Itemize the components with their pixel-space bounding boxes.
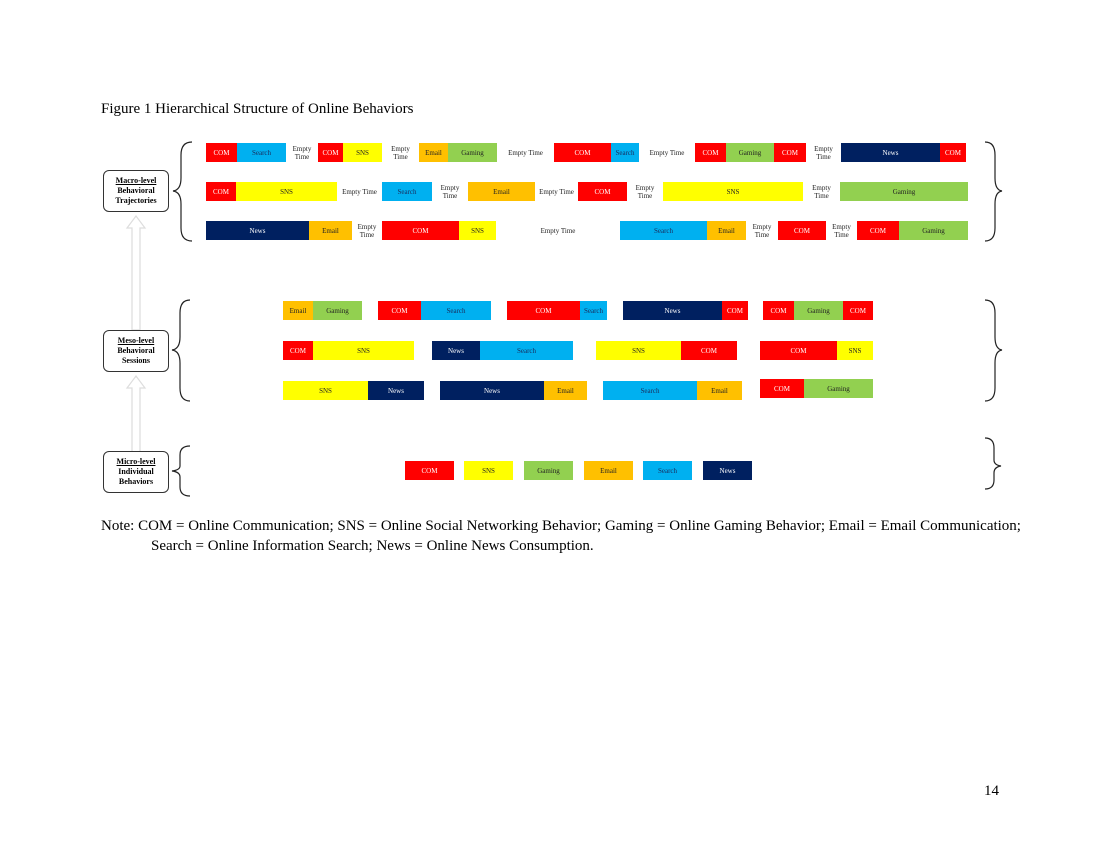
segment-sns: SNS — [343, 143, 382, 162]
right-brace-macro — [985, 142, 1002, 241]
segment-search: Search — [421, 301, 491, 320]
figure-note: Note: COM = Online Communication; SNS = Online Social Networking Behavior; Gaming = Online Gaming Behavior; Email = Email Communication; Search = Online Information Search; News = Online News Consumption. — [101, 518, 1021, 554]
segment-com: COM — [763, 301, 794, 320]
segment-gaming: Gaming — [313, 301, 362, 320]
segment-empty: Empty Time — [746, 221, 778, 240]
segment-com: COM — [206, 143, 237, 162]
segment-com: COM — [722, 301, 748, 320]
level-name: Micro-level — [116, 457, 156, 466]
segment-sns: SNS — [236, 182, 337, 201]
segment-search: Search — [580, 301, 607, 320]
segment-email: Email — [584, 461, 633, 480]
segment-email: Email — [468, 182, 535, 201]
segment-news: News — [440, 381, 544, 400]
left-brace-micro — [172, 446, 190, 496]
segment-email: Email — [419, 143, 448, 162]
segment-sns: SNS — [313, 341, 414, 360]
segment-news: News — [206, 221, 309, 240]
level-box-meso — [103, 330, 169, 372]
segment-com: COM — [857, 221, 899, 240]
segment-sns: SNS — [283, 381, 368, 400]
segment-email: Email — [707, 221, 746, 240]
segment-news: News — [368, 381, 424, 400]
segment-email: Email — [544, 381, 587, 400]
segment-gaming: Gaming — [794, 301, 843, 320]
level-line: Behavioral — [117, 186, 155, 195]
segment-news: News — [623, 301, 722, 320]
segment-com: COM — [681, 341, 737, 360]
segment-com: COM — [554, 143, 611, 162]
segment-sns: SNS — [663, 182, 803, 201]
segment-com: COM — [578, 182, 627, 201]
segment-empty: Empty Time — [803, 182, 840, 201]
segment-com: COM — [695, 143, 726, 162]
segment-com: COM — [382, 221, 459, 240]
right-brace-meso — [985, 300, 1002, 401]
segment-email: Email — [697, 381, 742, 400]
segment-search: Search — [603, 381, 697, 400]
right-brace-micro — [985, 438, 1001, 489]
segment-empty: Empty Time — [432, 182, 468, 201]
segment-empty: Empty Time — [337, 182, 382, 201]
segment-com: COM — [283, 341, 313, 360]
segment-com: COM — [760, 341, 837, 360]
segment-com: COM — [378, 301, 421, 320]
segment-search: Search — [611, 143, 639, 162]
segment-search: Search — [382, 182, 432, 201]
segment-empty: Empty Time — [496, 221, 620, 240]
segment-gaming: Gaming — [726, 143, 774, 162]
level-line: Sessions — [121, 356, 150, 365]
segment-news: News — [841, 143, 940, 162]
segment-empty: Empty Time — [286, 143, 318, 162]
segment-com: COM — [318, 143, 343, 162]
segment-gaming: Gaming — [899, 221, 968, 240]
segment-com: COM — [405, 461, 454, 480]
segment-sns: SNS — [837, 341, 873, 360]
segment-search: Search — [620, 221, 707, 240]
segment-com: COM — [206, 182, 236, 201]
segment-com: COM — [774, 143, 806, 162]
level-line: Behaviors — [118, 477, 154, 486]
level-line: Behavioral — [117, 346, 155, 355]
segment-empty: Empty Time — [826, 221, 857, 240]
segment-gaming: Gaming — [524, 461, 573, 480]
segment-empty: Empty Time — [639, 143, 695, 162]
segment-news: News — [703, 461, 752, 480]
segment-empty: Empty Time — [627, 182, 663, 201]
segment-sns: SNS — [596, 341, 681, 360]
level-line: Trajectories — [115, 196, 157, 205]
level-box-micro — [103, 451, 169, 493]
segment-com: COM — [778, 221, 826, 240]
segment-empty: Empty Time — [535, 182, 578, 201]
left-brace-macro — [173, 142, 192, 241]
segment-search: Search — [480, 341, 573, 360]
arrow-up-micro-to-meso — [127, 376, 145, 452]
segment-com: COM — [507, 301, 580, 320]
level-box-macro — [103, 170, 169, 212]
segment-gaming: Gaming — [448, 143, 497, 162]
segment-email: Email — [309, 221, 352, 240]
segment-sns: SNS — [459, 221, 496, 240]
segment-search: Search — [643, 461, 692, 480]
level-line: Individual — [118, 467, 154, 476]
segment-empty: Empty Time — [352, 221, 382, 240]
left-brace-meso — [172, 300, 190, 401]
segment-com: COM — [760, 379, 804, 398]
arrow-up-meso-to-macro — [127, 216, 145, 330]
segment-empty: Empty Time — [497, 143, 554, 162]
level-name: Meso-level — [117, 336, 155, 345]
level-name: Macro-level — [115, 176, 157, 185]
segment-gaming: Gaming — [840, 182, 968, 201]
segment-com: COM — [843, 301, 873, 320]
segment-search: Search — [237, 143, 286, 162]
segment-com: COM — [940, 143, 966, 162]
figure-title: Figure 1 Hierarchical Structure of Online Behaviors — [101, 101, 414, 117]
segment-sns: SNS — [464, 461, 513, 480]
segment-empty: Empty Time — [382, 143, 419, 162]
segment-gaming: Gaming — [804, 379, 873, 398]
segment-email: Email — [283, 301, 313, 320]
page-number: 14 — [984, 783, 999, 799]
segment-empty: Empty Time — [806, 143, 841, 162]
segment-news: News — [432, 341, 480, 360]
